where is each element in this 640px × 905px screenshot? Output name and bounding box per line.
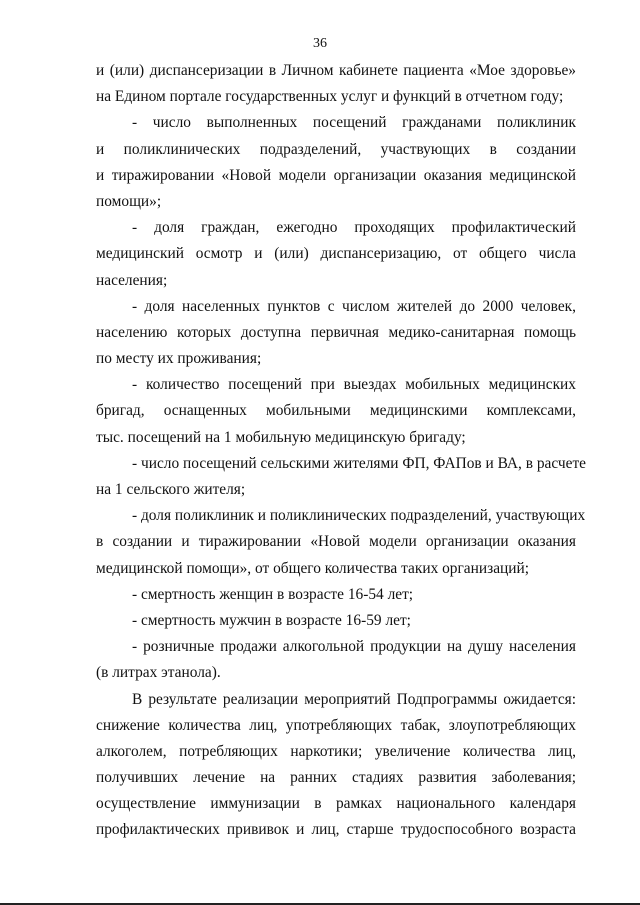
- text-line: в создании и тиражировании «Новой модели организации оказания: [96, 533, 576, 551]
- paragraph: [96, 582, 576, 608]
- text-line: осуществление иммунизации в рамках национального календаря: [96, 795, 576, 813]
- text-line: - количество посещений при выездах мобильных медицинских: [132, 376, 576, 394]
- text-line: бригад, оснащенных мобильными медицинскими комплексами,: [96, 402, 576, 420]
- text-line: - смертность мужчин в возрасте 16-59 лет;: [132, 611, 411, 629]
- paragraph: [96, 110, 576, 215]
- paragraph: [96, 294, 576, 373]
- text-line: профилактических прививок и лиц, старше трудоспособного возраста: [96, 821, 576, 839]
- text-line: снижение количества лиц, употребляющих табак, злоупотребляющих: [96, 716, 576, 734]
- document-body: [96, 58, 587, 844]
- paragraph: [96, 687, 576, 844]
- paragraph: [96, 503, 586, 582]
- text-line: медицинский осмотр и (или) диспансеризацию, от общего числа: [96, 245, 576, 263]
- text-line: - число посещений сельскими жителями ФП, ФАПов и ВА, в расчете: [132, 454, 587, 472]
- text-line: по месту их проживания;: [96, 350, 262, 368]
- text-line: и тиражировании «Новой модели организации оказания медицинской: [96, 166, 576, 184]
- text-line: - доля поликлиник и поликлинических подразделений, участвующих: [132, 507, 586, 525]
- text-line: - розничные продажи алкогольной продукции на душу населения: [132, 638, 576, 656]
- text-line: - число выполненных посещений гражданами поликлиник: [132, 114, 576, 132]
- text-line: на Едином портале государственных услуг и функций в отчетном году;: [96, 88, 564, 106]
- text-line: - доля населенных пунктов с числом жителей до 2000 человек,: [132, 297, 576, 315]
- text-line: - смертность женщин в возрасте 16-54 лет;: [132, 585, 414, 603]
- text-line: помощи»;: [96, 192, 162, 210]
- text-line: населению которых доступна первичная медико-санитарная помощь: [96, 323, 576, 341]
- text-line: медицинской помощи», от общего количества таких организаций;: [96, 559, 530, 577]
- text-line: населения;: [96, 271, 168, 289]
- page-number: 36: [313, 36, 327, 51]
- paragraph: [96, 372, 576, 451]
- text-line: тыс. посещений на 1 мобильную медицинскую бригаду;: [96, 428, 466, 446]
- paragraph: [96, 634, 576, 686]
- paragraph: [96, 608, 576, 634]
- text-line: - доля граждан, ежегодно проходящих профилактический: [132, 219, 576, 237]
- text-line: В результате реализации мероприятий Подпрограммы ожидается:: [132, 690, 576, 708]
- text-line: и поликлинических подразделений, участвующих в создании: [96, 140, 576, 158]
- text-line: получивших лечение на ранних стадиях развития заболевания;: [96, 769, 576, 787]
- paragraph: [96, 58, 576, 110]
- text-line: алкоголем, потребляющих наркотики; увеличение количества лиц,: [96, 742, 576, 760]
- text-line: на 1 сельского жителя;: [96, 481, 246, 498]
- text-line: и (или) диспансеризации в Личном кабинете пациента «Мое здоровье»: [96, 62, 576, 79]
- text-line: (в литрах этанола).: [96, 664, 221, 682]
- paragraph: [96, 215, 576, 294]
- paragraph: [96, 451, 587, 503]
